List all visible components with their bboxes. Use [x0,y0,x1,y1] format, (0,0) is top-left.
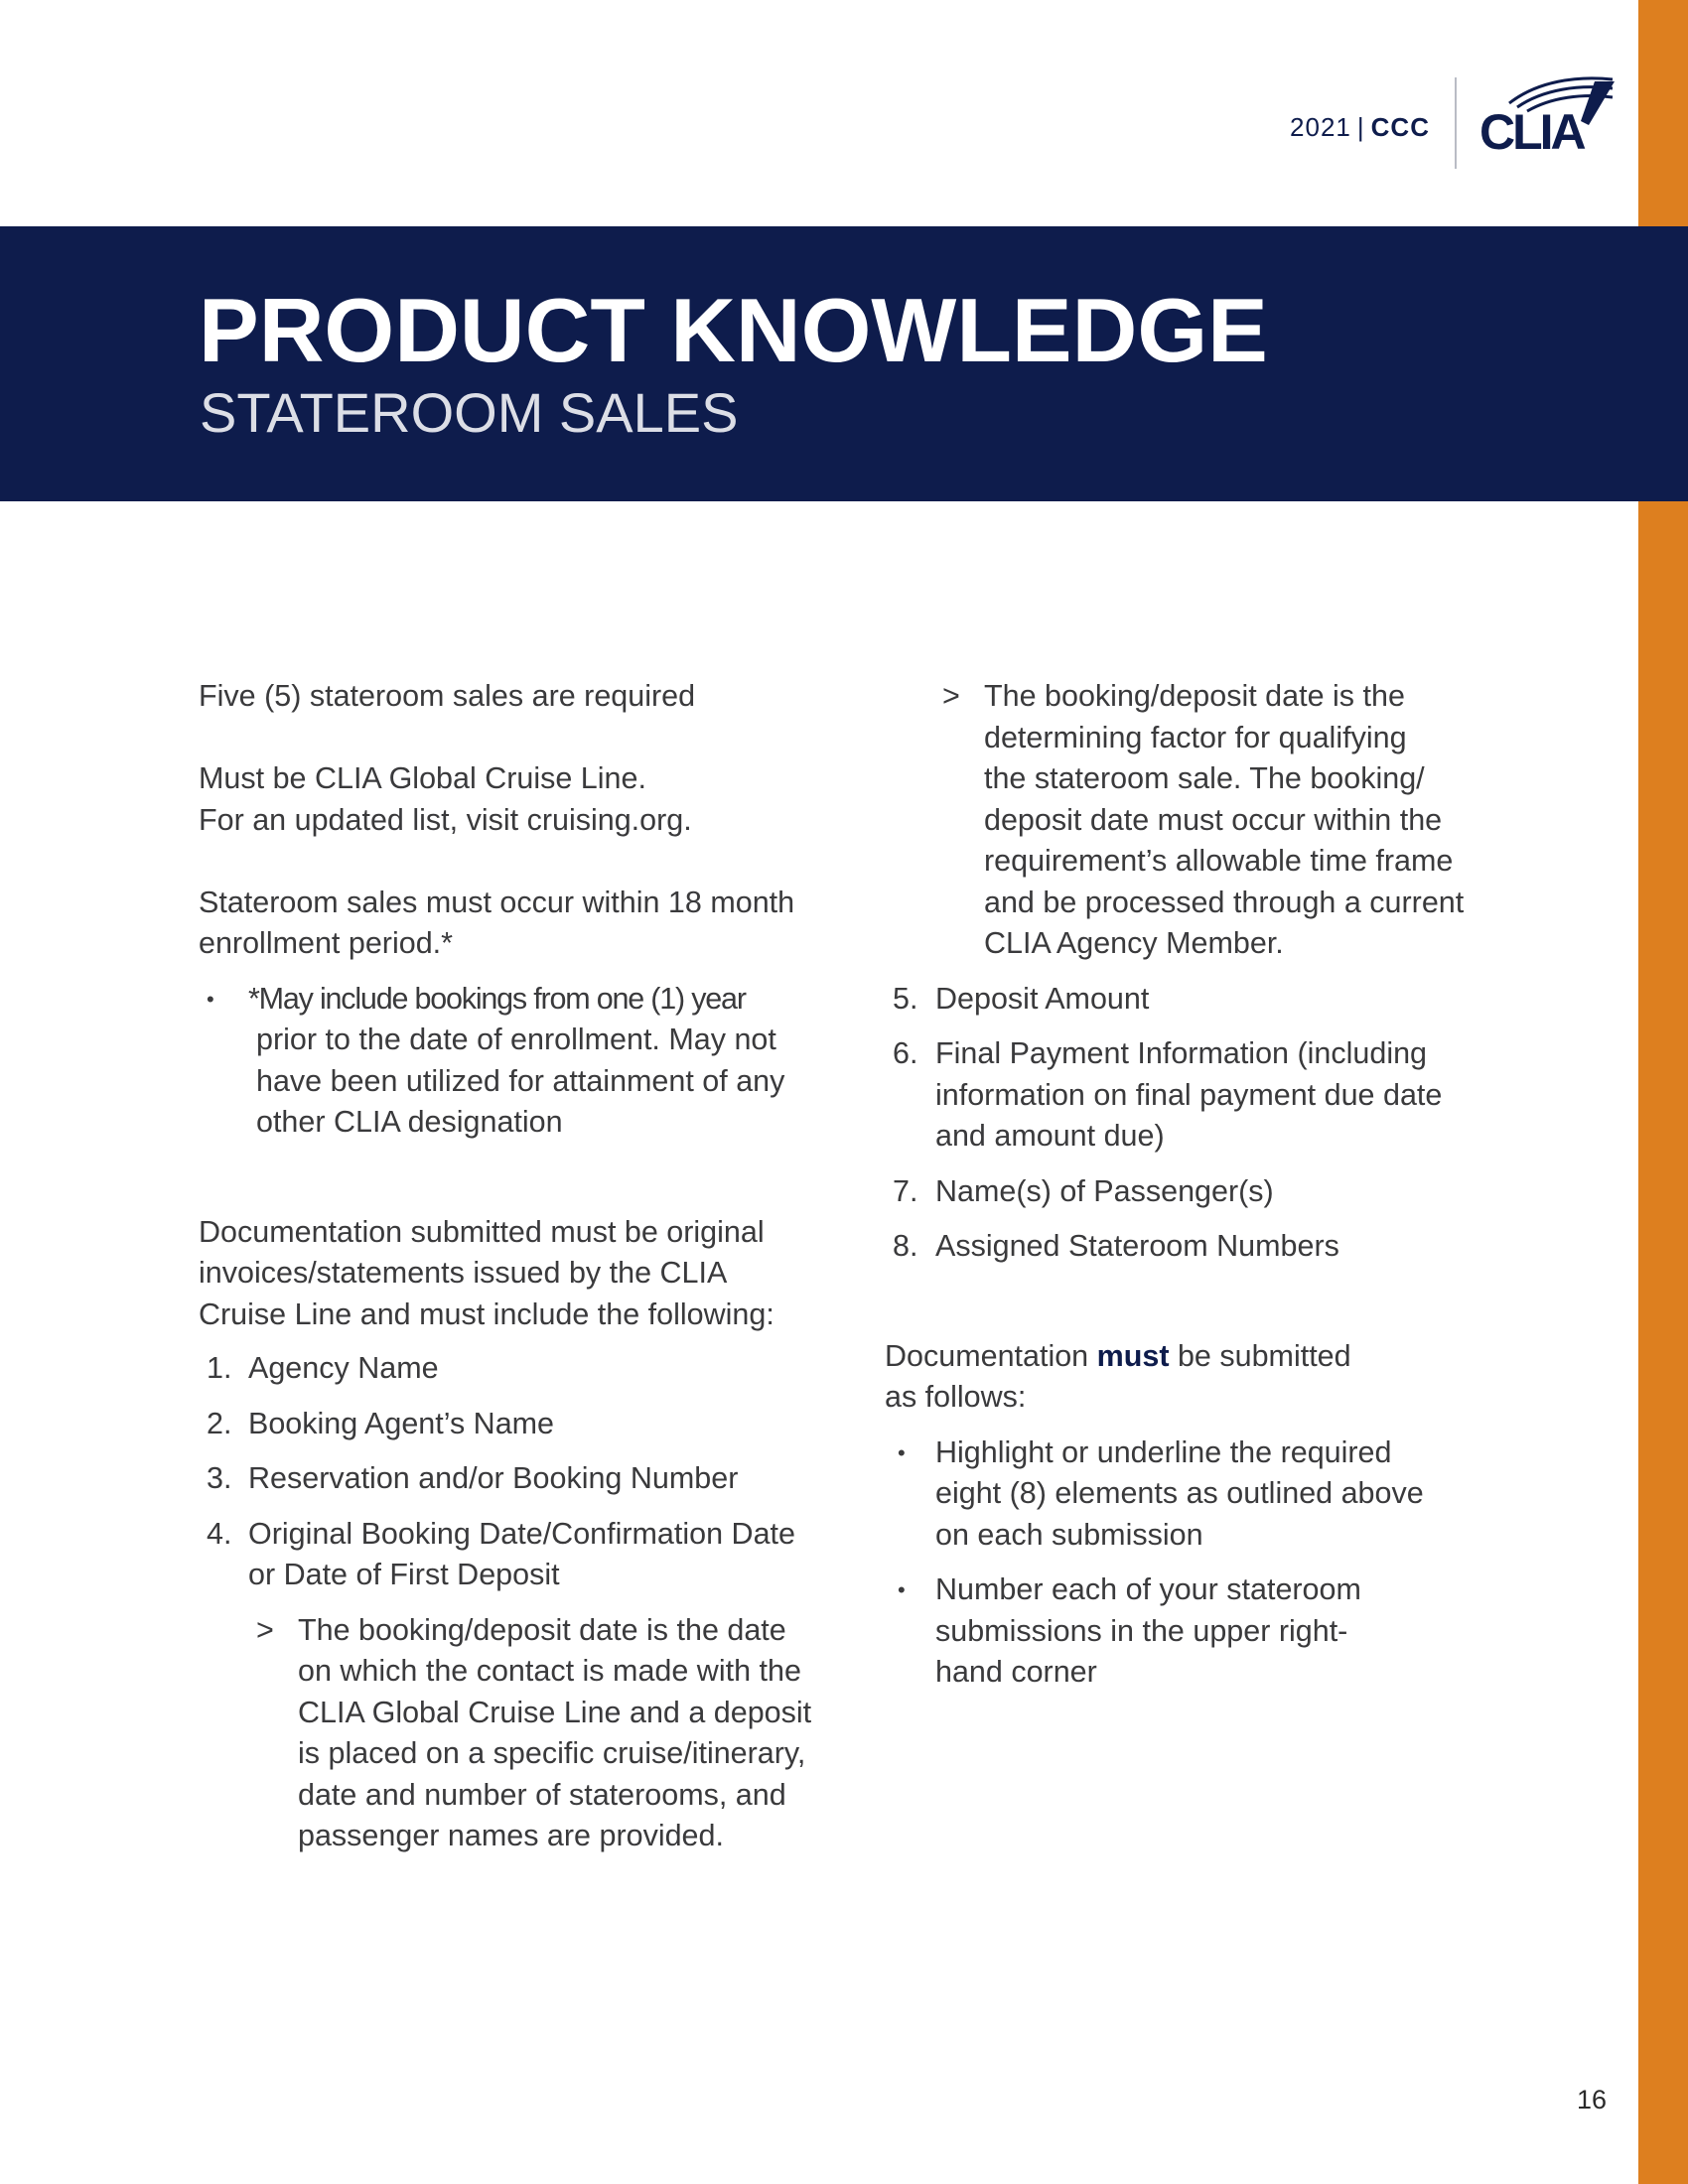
list-item-text: or Date of First Deposit [248,1558,560,1591]
list-number: 3. [207,1461,232,1495]
list-item-6 [885,1033,1500,1158]
cruise-line-text: Must be CLIA Global Cruise Line. [199,761,646,795]
note-bullet-item [199,979,834,1144]
page-number: 16 [1577,2085,1608,2115]
sub-item-line: determining factor for qualifying [984,720,1407,754]
list-item-text: Final Payment Information (including [935,1036,1428,1070]
sub-item-deposit-date [885,676,1500,965]
list-item-1 [199,1348,834,1390]
clia-logo-icon [1477,69,1617,159]
note-line: have been utilized for attainment of any [256,1063,785,1098]
bullet-marker: • [898,1577,906,1602]
list-item-8 [885,1226,1500,1268]
sub-item-line: CLIA Global Cruise Line and a deposit [298,1695,812,1729]
header-meta [1290,112,1430,143]
enrollment-period-text-2: enrollment period.* [199,926,454,960]
cruise-line-link-text: For an updated list, visit cruising.org. [199,802,692,837]
sub-item-line: requirement’s allowable time frame [984,844,1454,878]
list-item-3 [199,1458,834,1500]
sub-item-line: passenger names are provided. [298,1819,724,1852]
list-item-7 [885,1171,1500,1213]
bullet-line: on each submission [935,1517,1203,1552]
list-item-text: Name(s) of Passenger(s) [935,1173,1274,1208]
sub-item-booking-date [199,1610,834,1857]
sub-item-line: date and number of staterooms, and [298,1777,786,1812]
arrow-marker: > [256,1612,274,1647]
sub-item-line: is placed on a specific cruise/itinerary, [298,1736,806,1770]
required-sales-text: Five (5) stateroom sales are required [199,679,696,713]
list-number: 7. [893,1173,918,1208]
enrollment-period-text: Stateroom sales must occur within 18 month [199,885,795,919]
bullet-marker: • [207,986,214,1012]
submission-intro-line-2: as follows: [885,1380,1027,1414]
bullet-marker: • [898,1439,906,1465]
note-line: other CLIA designation [256,1105,563,1139]
left-column [199,676,834,1857]
list-number: 6. [893,1036,918,1070]
submission-intro-post: be submitted [1169,1338,1351,1373]
submission-intro-pre: Documentation [885,1338,1097,1373]
sub-item-line: The booking/deposit date is the date [298,1612,786,1647]
list-item-text: Agency Name [248,1351,439,1385]
sub-item-line: and be processed through a current [984,885,1465,919]
page-subtitle: STATEROOM SALES [200,381,739,444]
bullet-line: Number each of your stateroom [935,1572,1361,1606]
documentation-intro-line: invoices/statements issued by the CLIA [199,1256,728,1290]
list-number: 5. [893,981,918,1016]
right-column [885,676,1500,1694]
submission-intro [885,1336,1500,1378]
note-line: *May include bookings from one (1) year [248,981,746,1016]
sub-item-line: CLIA Agency Member. [984,926,1284,960]
header-year: 2021 [1290,112,1351,142]
sub-item-line: The booking/deposit date is the [984,679,1405,713]
submission-bullet-2 [885,1570,1500,1694]
bullet-line: eight (8) elements as outlined above [935,1476,1424,1510]
sub-item-line: on which the contact is made with the [298,1654,801,1688]
list-number: 8. [893,1229,918,1263]
sub-item-line: deposit date must occur within the [984,802,1443,837]
list-item-text: Deposit Amount [935,981,1150,1016]
submission-bullet-1 [885,1433,1500,1557]
list-item-text: Original Booking Date/Confirmation Date [248,1516,795,1551]
list-item-5 [885,979,1500,1021]
clia-logo [1477,69,1617,159]
page-title: PRODUCT KNOWLEDGE [199,281,1268,381]
header-program: CCC [1370,112,1430,142]
list-item-text: Reservation and/or Booking Number [248,1461,739,1495]
logo-divider [1455,77,1457,169]
list-number: 4. [207,1516,232,1551]
list-item-text: and amount due) [935,1119,1165,1153]
list-number: 1. [207,1351,232,1385]
list-item-text: Booking Agent’s Name [248,1406,555,1440]
documentation-intro-line: Cruise Line and must include the following: [199,1297,774,1331]
list-item-text: information on final payment due date [935,1077,1443,1112]
bullet-line: submissions in the upper right- [935,1613,1348,1648]
bullet-line: hand corner [935,1655,1097,1689]
title-banner [0,226,1688,501]
header-separator: | [1356,112,1365,142]
submission-intro-emphasis: must [1096,1338,1170,1373]
note-line: prior to the date of enrollment. May not [256,1023,776,1056]
list-item-4 [199,1514,834,1596]
arrow-marker: > [942,679,960,713]
list-item-text: Assigned Stateroom Numbers [935,1229,1339,1263]
documentation-intro-line: Documentation submitted must be original [199,1214,765,1249]
sub-item-line: the stateroom sale. The booking/ [984,761,1425,795]
list-number: 2. [207,1406,232,1440]
list-item-2 [199,1404,834,1445]
logo-text: CLIA [1479,104,1584,159]
bullet-line: Highlight or underline the required [935,1434,1392,1469]
